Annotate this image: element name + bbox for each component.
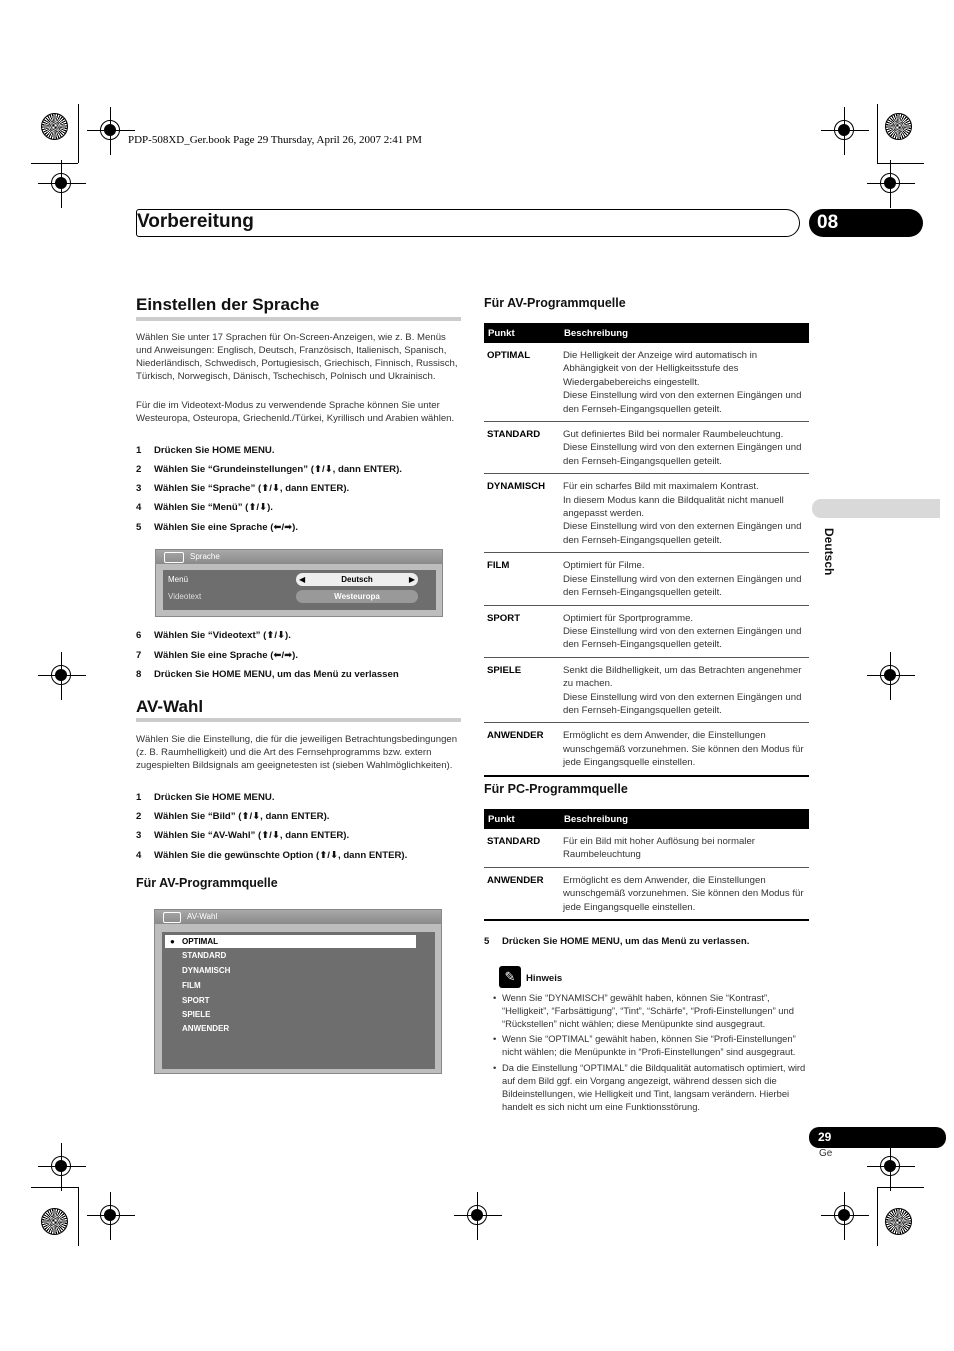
table-description-cell: Optimiert für Sportprogramme. Diese Einstellung wird von den externen Eingängen und den Fernseh-Eingangsquellen geteilt. xyxy=(560,605,809,657)
selected-dot-icon: ● xyxy=(170,937,175,946)
table-av-title: Für AV-Programmquelle xyxy=(484,296,626,310)
language-side-label: Deutsch xyxy=(822,528,836,576)
step-item: 2 Wählen Sie “Bild” (⬆/⬇, dann ENTER). xyxy=(136,811,330,822)
step-item: 2 Wählen Sie “Grundeinstellungen” (⬆/⬇, dann ENTER). xyxy=(136,464,402,475)
arrow-left-icon: ◀ xyxy=(299,575,306,584)
crosshair-mark-icon xyxy=(100,1205,120,1225)
pc-source-table xyxy=(484,809,809,921)
osd-title: Sprache xyxy=(156,550,442,564)
table-key-cell: STANDARD xyxy=(484,422,560,474)
crop-mark xyxy=(877,1187,878,1246)
table-header-cell: Beschreibung xyxy=(560,809,809,829)
subheading-av-source: Für AV-Programmquelle xyxy=(136,876,278,890)
table-row xyxy=(484,422,809,474)
tv-icon xyxy=(164,552,184,563)
table-description-cell: Die Helligkeit der Anzeige wird automatisch in Abhängigkeit von der Helligkeitsstufe des Wiedergabebereichs eingestellt. Diese Einstellung wird von den externen Eingängen und den Fernseh-Eingangsquellen geteilt. xyxy=(560,343,809,422)
crosshair-mark-icon xyxy=(51,665,71,685)
table-key-cell: ANWENDER xyxy=(484,867,560,920)
note-item: • Da die Einstellung “OPTIMAL” die Bildqualität automatisch optimiert, wird auf dem Bild ggf. ein Vorgang angezeigt, während dessen sich die Bildeinstellungen, wie Helligkeit und Tint, langsam verändern. Hierbei handelt es sich nicht um eine Funktionsstörung. xyxy=(493,1062,806,1112)
osd-title: AV-Wahl xyxy=(155,910,441,924)
step-item: 5 Wählen Sie eine Sprache (⬅/➡). xyxy=(136,522,299,533)
table-description-cell: Für ein scharfes Bild mit maximalem Kontrast. In diesem Modus kann die Bildqualität nicht manuell angepasst werden. Diese Einstellung wird von den externen Eingängen und den Fernseh-Eingangsquellen geteilt. xyxy=(560,474,809,553)
registration-mark-icon xyxy=(885,113,912,140)
table-description-cell: Ermöglicht es dem Anwender, die Einstellungen wunschgemäß vorzunehmen. Sie können den Modus für jede Eingangsquelle einstellen. xyxy=(560,723,809,776)
table-key-cell: STANDARD xyxy=(484,829,560,867)
table-key-cell: OPTIMAL xyxy=(484,343,560,422)
step-item: 6 Wählen Sie “Videotext” (⬆/⬇). xyxy=(136,630,291,641)
osd-row-label: Menü xyxy=(168,575,189,584)
note-pencil-icon: ✎ xyxy=(499,966,521,988)
table-row xyxy=(484,553,809,605)
registration-mark-icon xyxy=(41,1208,68,1235)
language-menu-screenshot xyxy=(155,549,443,617)
table-row xyxy=(484,867,809,920)
section-rule xyxy=(136,317,461,321)
section-title-language: Einstellen der Sprache xyxy=(136,295,320,314)
arrow-right-icon: ▶ xyxy=(408,575,415,584)
table-row xyxy=(484,474,809,553)
page-language-code: Ge xyxy=(819,1148,833,1159)
table-row xyxy=(484,605,809,657)
table-key-cell: DYNAMISCH xyxy=(484,474,560,553)
table-header-row xyxy=(484,323,809,343)
crosshair-mark-icon xyxy=(834,1205,854,1225)
osd-menu-item: ANWENDER xyxy=(182,1024,230,1033)
osd-menu-item: SPIELE xyxy=(182,1010,211,1019)
osd-teletext-value: Westeuropa xyxy=(296,590,418,603)
crosshair-mark-icon xyxy=(100,120,120,140)
crosshair-mark-icon xyxy=(880,1156,900,1176)
crop-mark xyxy=(31,163,78,164)
step-item: 1 Drücken Sie HOME MENU. xyxy=(136,792,275,803)
table-description-cell: Ermöglicht es dem Anwender, die Einstellungen wunschgemäß vorzunehmen. Sie können den Modus für jede Eingangsquelle einstellen. xyxy=(560,867,809,920)
table-header-cell: Punkt xyxy=(484,323,560,343)
osd-menu-item: OPTIMAL xyxy=(182,937,218,946)
file-header: PDP-508XD_Ger.book Page 29 Thursday, April 26, 2007 2:41 PM xyxy=(128,134,422,146)
section-title-av: AV-Wahl xyxy=(136,697,204,716)
table-row xyxy=(484,657,809,723)
osd-menu-item: SPORT xyxy=(182,996,210,1005)
crosshair-mark-icon xyxy=(467,1205,487,1225)
registration-mark-icon xyxy=(885,1208,912,1235)
table-key-cell: ANWENDER xyxy=(484,723,560,776)
step-item: 3 Wählen Sie “AV-Wahl” (⬆/⬇, dann ENTER). xyxy=(136,830,350,841)
table-description-cell: Gut definiertes Bild bei normaler Raumbeleuchtung. Diese Einstellung wird von den externen Eingängen und den Fernseh-Eingangsquellen geteilt. xyxy=(560,422,809,474)
chapter-number: 08 xyxy=(809,209,923,237)
av-intro: Wählen Sie die Einstellung, die für die jeweiligen Betrachtungsbedingungen (z. B. Raumhelligkeit) und die Art des Fernsehprogramms bzw. extern zugespielten Bildsignals am geeignetesten ist (sieben Wahlmöglichkeiten). xyxy=(136,734,458,771)
table-key-cell: SPIELE xyxy=(484,657,560,723)
section-rule xyxy=(136,718,461,722)
osd-menu-item: STANDARD xyxy=(182,951,227,960)
step-item: 4 Wählen Sie die gewünschte Option (⬆/⬇, dann ENTER). xyxy=(136,850,408,861)
crosshair-mark-icon xyxy=(834,120,854,140)
table-description-cell: Optimiert für Filme. Diese Einstellung wird von den externen Eingängen und den Fernseh-Eingangsquellen geteilt. xyxy=(560,553,809,605)
step-item: 5 Drücken Sie HOME MENU, um das Menü zu verlassen. xyxy=(484,936,750,947)
language-side-tab xyxy=(812,499,940,518)
crop-mark xyxy=(877,1187,924,1188)
osd-menu-item: FILM xyxy=(182,981,201,990)
av-selection-menu-screenshot xyxy=(154,909,442,1074)
tv-icon xyxy=(163,912,181,923)
step-item: 8 Drücken Sie HOME MENU, um das Menü zu verlassen xyxy=(136,669,399,680)
crosshair-mark-icon xyxy=(880,173,900,193)
table-key-cell: FILM xyxy=(484,553,560,605)
step-item: 7 Wählen Sie eine Sprache (⬅/➡). xyxy=(136,650,299,661)
chapter-title: Vorbereitung xyxy=(137,211,254,232)
table-description-cell: Senkt die Bildhelligkeit, um das Betrachten angenehmer zu machen. Diese Einstellung wird von den externen Eingängen und den Fernseh-Eingangsquellen geteilt. xyxy=(560,657,809,723)
table-row xyxy=(484,723,809,776)
crosshair-mark-icon xyxy=(51,173,71,193)
note-item: • Wenn Sie “DYNAMISCH” gewählt haben, können Sie “Kontrast”, “Helligkeit”, “Farbsättigung”, “Tint”, “Schärfe”, “Profi-Einstellungen” und “Rückstellen” nicht wählen; diese Menüpunkte sind ausgegraut. xyxy=(493,992,794,1029)
page-number: 29 xyxy=(809,1127,946,1148)
av-source-table xyxy=(484,323,809,777)
table-description-cell: Für ein Bild mit hoher Auflösung bei normaler Raumbeleuchtung xyxy=(560,829,809,867)
crop-mark xyxy=(877,104,878,163)
language-intro: Wählen Sie unter 17 Sprachen für On-Screen-Anzeigen, wie z. B. Menüs und Anweisungen: Englisch, Deutsch, Französisch, Italienisch, Spanisch, Niederländisch, Schwedisch, Portugiesisch, Griechisch, Finnisch, Russisch, Türkisch, Norwegisch, Dänisch, Tschechisch, Polnisch und Ukrainisch. xyxy=(136,332,458,382)
crop-mark xyxy=(78,104,79,163)
crosshair-mark-icon xyxy=(880,665,900,685)
teletext-intro: Für die im Videotext-Modus zu verwendende Sprache können Sie unter Westeuropa, Osteuropa, Griechenld./Türkei, Kyrillisch und Arabien wählen. xyxy=(136,400,455,424)
osd-menu-item: DYNAMISCH xyxy=(182,966,231,975)
table-header-cell: Punkt xyxy=(484,809,560,829)
note-item: • Wenn Sie “OPTIMAL” gewählt haben, können Sie “Profi-Einstellungen” nicht wählen; die Menüpunkte in “Profi-Einstellungen” sind ausgegraut. xyxy=(493,1033,796,1057)
table-row xyxy=(484,343,809,422)
step-item: 3 Wählen Sie “Sprache” (⬆/⬇, dann ENTER). xyxy=(136,483,350,494)
note-title: Hinweis xyxy=(526,973,563,984)
crosshair-mark-icon xyxy=(51,1156,71,1176)
table-row xyxy=(484,829,809,867)
osd-menu-value: Deutsch ◀ ▶ xyxy=(296,573,418,586)
crop-mark xyxy=(877,163,924,164)
table-key-cell: SPORT xyxy=(484,605,560,657)
step-item: 4 Wählen Sie “Menü” (⬆/⬇). xyxy=(136,502,273,513)
table-header-cell: Beschreibung xyxy=(560,323,809,343)
table-header-row xyxy=(484,809,809,829)
chapter-title-bar xyxy=(136,209,800,237)
crop-mark xyxy=(31,1187,78,1188)
osd-row-label: Videotext xyxy=(168,592,202,601)
registration-mark-icon xyxy=(41,113,68,140)
crop-mark xyxy=(78,1187,79,1246)
table-pc-title: Für PC-Programmquelle xyxy=(484,782,628,796)
step-item: 1 Drücken Sie HOME MENU. xyxy=(136,445,275,456)
